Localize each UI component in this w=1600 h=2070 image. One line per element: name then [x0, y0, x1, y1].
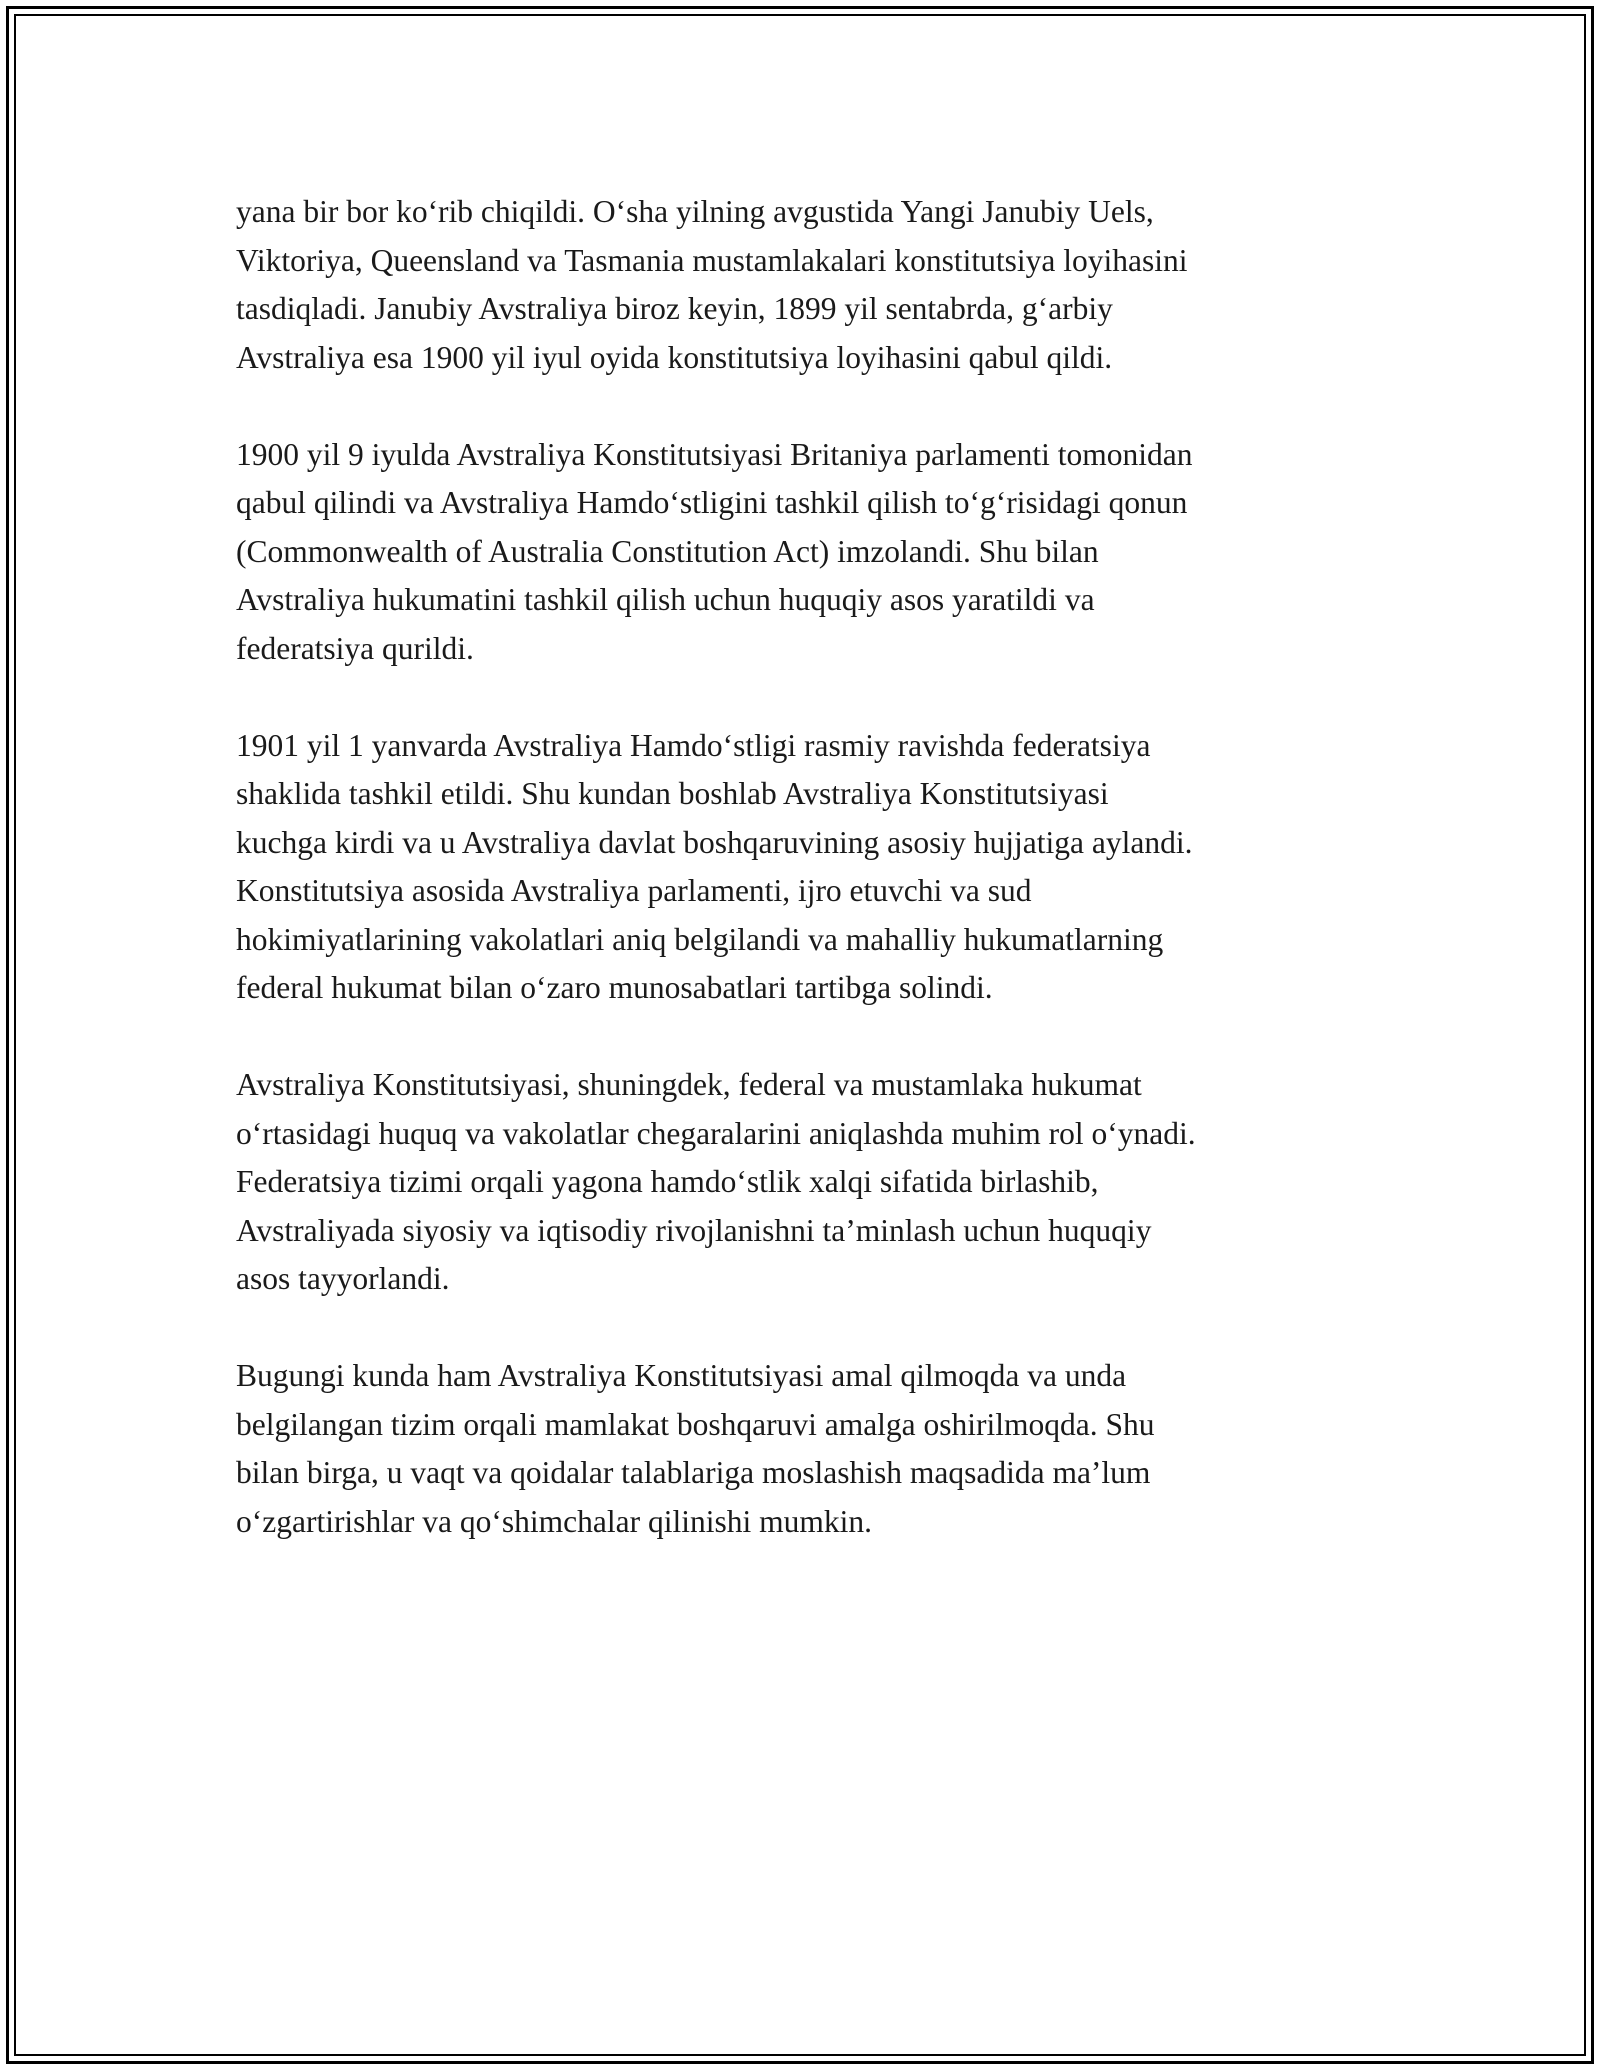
paragraph-2: [236, 431, 1376, 674]
text-line: qabul qilindi va Avstraliya Hamdo‘stligini tashkil qilish to‘g‘risidagi qonun: [236, 485, 1188, 520]
text-line: kuchga kirdi va u Avstraliya davlat boshqaruvining asosiy hujjatiga aylandi.: [236, 824, 1193, 860]
text-line: Konstitutsiya asosida Avstraliya parlamenti, ijro etuvchi va sud: [236, 873, 1032, 908]
text-line: 1901 yil 1 yanvarda Avstraliya Hamdo‘stligi rasmiy ravishda federatsiya: [236, 727, 1151, 763]
text-line: tasdiqladi. Janubiy Avstraliya biroz keyin, 1899 yil sentabrda, g‘arbiy: [236, 291, 1113, 326]
text-line: yana bir bor ko‘rib chiqildi. O‘sha yilning avgustida Yangi Janubiy Uels,: [236, 194, 1154, 229]
text-line: Avstraliya Konstitutsiyasi, shuningdek, federal va mustamlaka hukumat: [236, 1067, 1142, 1102]
text-line: bilan birga, u vaqt va qoidalar talablariga moslashish maqsadida ma’lum: [236, 1455, 1151, 1490]
text-line: asos tayyorlandi.: [236, 1261, 450, 1296]
text-line: hokimiyatlarining vakolatlari aniq belgilandi va mahalliy hukumatlarning: [236, 921, 1164, 957]
paragraph-1: [236, 188, 1376, 382]
text-line: Avstraliya esa 1900 yil iyul oyida konstitutsiya loyihasini qabul qildi.: [236, 339, 1113, 375]
text-line: Viktoriya, Queensland va Tasmania mustamlakalari konstitutsiya loyihasini: [236, 242, 1188, 278]
text-line: (Commonwealth of Australia Constitution Act) imzolandi. Shu bilan: [236, 533, 1099, 569]
text-line: Bugungi kunda ham Avstraliya Konstitutsiyasi amal qilmoqda va unda: [236, 1358, 1127, 1393]
paragraph-4: [236, 1061, 1376, 1304]
text-line: Federatsiya tizimi orqali yagona hamdo‘stlik xalqi sifatida birlashib,: [236, 1164, 1099, 1199]
text-line: 1900 yil 9 iyulda Avstraliya Konstitutsiyasi Britaniya parlamenti tomonidan: [236, 436, 1193, 472]
document-body: [236, 188, 1376, 1595]
text-line: shaklida tashkil etildi. Shu kundan boshlab Avstraliya Konstitutsiyasi: [236, 776, 1109, 811]
paragraph-3: [236, 722, 1376, 1013]
text-line: Avstraliyada siyosiy va iqtisodiy rivojlanishni ta’minlash uchun huquqiy: [236, 1212, 1152, 1248]
text-line: o‘rtasidagi huquq va vakolatlar chegaralarini aniqlashda muhim rol o‘ynadi.: [236, 1115, 1196, 1151]
text-line: federatsiya qurildi.: [236, 630, 474, 666]
paragraph-5: [236, 1352, 1376, 1546]
text-line: belgilangan tizim orqali mamlakat boshqaruvi amalga oshirilmoqda. Shu: [236, 1406, 1155, 1442]
text-line: federal hukumat bilan o‘zaro munosabatlari tartibga solindi.: [236, 970, 993, 1005]
text-line: Avstraliya hukumatini tashkil qilish uchun huquqiy asos yaratildi va: [236, 582, 1095, 617]
text-line: o‘zgartirishlar va qo‘shimchalar qilinishi mumkin.: [236, 1503, 872, 1539]
